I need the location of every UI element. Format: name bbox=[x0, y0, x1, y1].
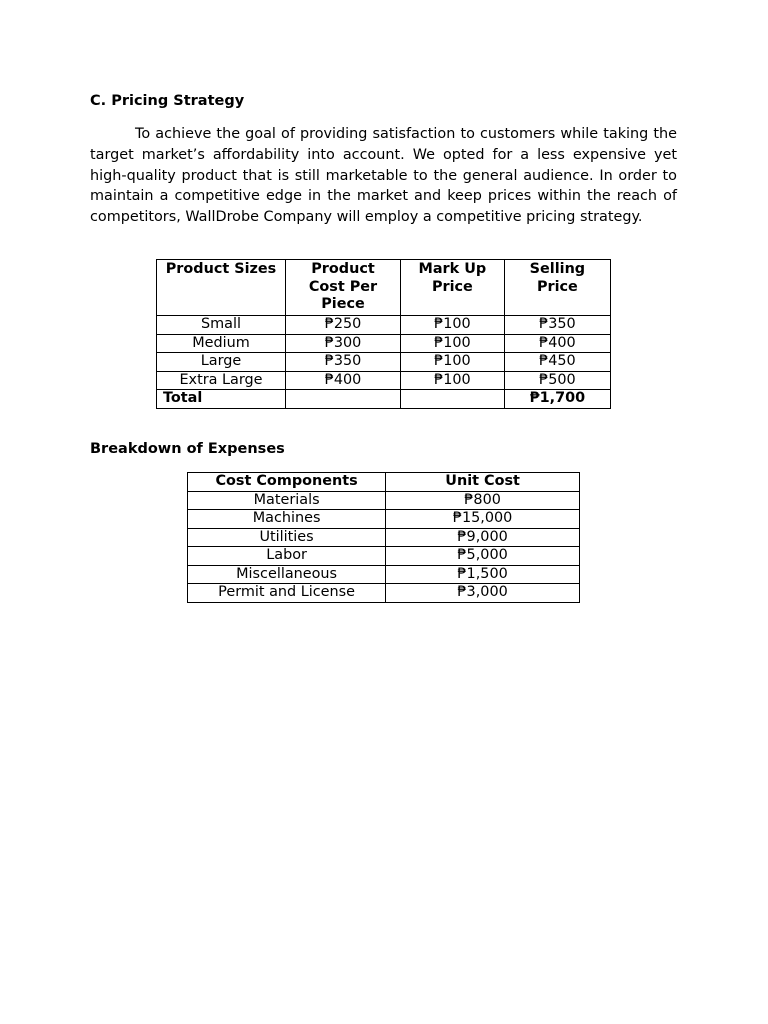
header-mark-up-price: Mark Up Price bbox=[401, 260, 505, 316]
product-size-cell: Extra Large bbox=[157, 371, 286, 390]
product-size-cell: Medium bbox=[157, 334, 286, 353]
table-row bbox=[188, 584, 580, 603]
pricing-strategy-paragraph: To achieve the goal of providing satisfaction to customers while taking the target market’s affordability into account. We opted for a less expensive yet high-quality product that is still marketable to the general audience. In order to maintain a competitive edge in the market and keep prices within the reach of competitors, WallDrobe Company will employ a competitive pricing strategy. bbox=[90, 126, 677, 226]
header-unit-cost: Unit Cost bbox=[386, 473, 580, 492]
table-row bbox=[157, 316, 611, 335]
mark-up-cell: ₱100 bbox=[401, 353, 505, 372]
cost-component-cell: Machines bbox=[188, 510, 386, 529]
cost-component-cell: Permit and License bbox=[188, 584, 386, 603]
table-row bbox=[157, 334, 611, 353]
mark-up-cell: ₱100 bbox=[401, 334, 505, 353]
unit-cost-cell: ₱800 bbox=[386, 491, 580, 510]
header-cost-components: Cost Components bbox=[188, 473, 386, 492]
mark-up-cell: ₱100 bbox=[401, 371, 505, 390]
product-cost-cell: ₱350 bbox=[286, 353, 401, 372]
table-row bbox=[157, 371, 611, 390]
cost-component-cell: Utilities bbox=[188, 528, 386, 547]
mark-up-cell: ₱100 bbox=[401, 316, 505, 335]
table-row bbox=[188, 510, 580, 529]
pricing-table bbox=[156, 259, 611, 409]
table-row bbox=[188, 491, 580, 510]
product-cost-cell: ₱300 bbox=[286, 334, 401, 353]
expenses-table bbox=[187, 472, 580, 603]
empty-cell bbox=[401, 390, 505, 409]
cost-component-cell: Miscellaneous bbox=[188, 565, 386, 584]
table-row bbox=[188, 565, 580, 584]
expenses-table-header-row bbox=[188, 473, 580, 492]
unit-cost-cell: ₱9,000 bbox=[386, 528, 580, 547]
selling-price-cell: ₱400 bbox=[504, 334, 610, 353]
total-value: ₱1,700 bbox=[504, 390, 610, 409]
product-size-cell: Small bbox=[157, 316, 286, 335]
pricing-table-header-row bbox=[157, 260, 611, 316]
empty-cell bbox=[286, 390, 401, 409]
expenses-title: Breakdown of Expenses bbox=[90, 441, 285, 457]
table-row bbox=[157, 353, 611, 372]
section-title: C. Pricing Strategy bbox=[90, 93, 245, 109]
header-product-cost: Product Cost Per Piece bbox=[286, 260, 401, 316]
total-row bbox=[157, 390, 611, 409]
unit-cost-cell: ₱3,000 bbox=[386, 584, 580, 603]
table-row bbox=[188, 547, 580, 566]
cost-component-cell: Materials bbox=[188, 491, 386, 510]
selling-price-cell: ₱450 bbox=[504, 353, 610, 372]
selling-price-cell: ₱500 bbox=[504, 371, 610, 390]
product-size-cell: Large bbox=[157, 353, 286, 372]
product-cost-cell: ₱250 bbox=[286, 316, 401, 335]
product-cost-cell: ₱400 bbox=[286, 371, 401, 390]
unit-cost-cell: ₱15,000 bbox=[386, 510, 580, 529]
header-product-sizes: Product Sizes bbox=[157, 260, 286, 316]
unit-cost-cell: ₱5,000 bbox=[386, 547, 580, 566]
selling-price-cell: ₱350 bbox=[504, 316, 610, 335]
header-selling-price: Selling Price bbox=[504, 260, 610, 316]
total-label: Total bbox=[157, 390, 286, 409]
table-row bbox=[188, 528, 580, 547]
cost-component-cell: Labor bbox=[188, 547, 386, 566]
unit-cost-cell: ₱1,500 bbox=[386, 565, 580, 584]
